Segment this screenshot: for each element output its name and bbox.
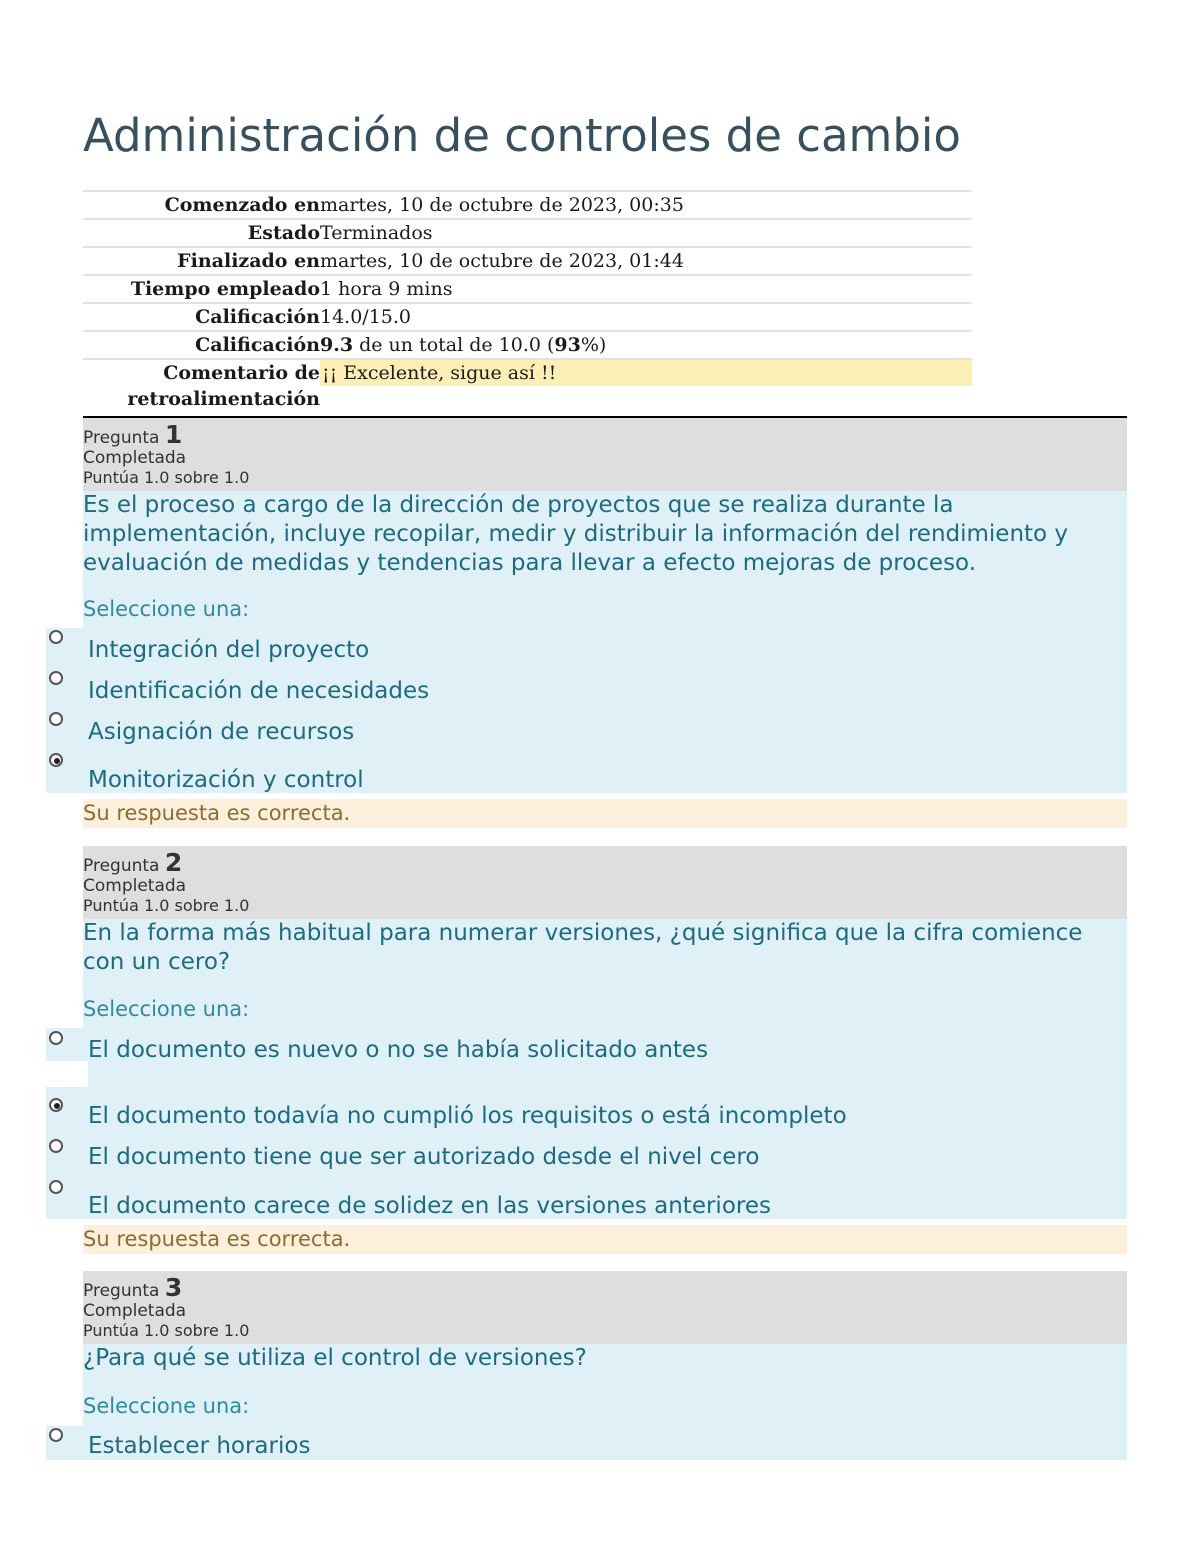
question-2-text: En la forma más habitual para numerar versiones, ¿qué significa que la cifra comience con un cero? xyxy=(83,920,1083,975)
radio-button[interactable] xyxy=(49,1180,63,1194)
answer-option[interactable]: El documento carece de solidez en las versiones anteriores xyxy=(88,1193,771,1219)
answer-option[interactable]: Integración del proyecto xyxy=(88,637,370,663)
question-state: Completada xyxy=(83,448,187,468)
question-1-info xyxy=(83,418,1127,491)
question-3-prompt: Seleccione una: xyxy=(83,1394,250,1418)
question-prefix: Pregunta xyxy=(83,1281,160,1301)
question-1-text: Es el proceso a cargo de la dirección de proyectos que se realiza durante la implementación, incluye recopilar, medir y distribuir la información del rendimiento y evaluación de medidas y tendencias para llevar a efecto mejoras de proceso. xyxy=(83,492,1069,576)
radio-button[interactable] xyxy=(49,671,63,685)
summary-label: Comentario de xyxy=(163,362,320,384)
question-prefix: Pregunta xyxy=(83,428,160,448)
feedback-comment: ¡¡ Excelente, sigue así !! xyxy=(322,362,557,384)
answer-option-selected[interactable]: El documento todavía no cumplió los requisitos o está incompleto xyxy=(88,1103,847,1129)
page-title: Administración de controles de cambio xyxy=(83,109,961,162)
question-1-feedback xyxy=(83,799,1127,828)
summary-row-marks xyxy=(83,302,972,330)
answer-gap xyxy=(46,1061,88,1087)
radio-button-selected[interactable] xyxy=(49,753,63,767)
summary-row-time xyxy=(83,274,972,302)
attempt-summary-table xyxy=(83,190,972,410)
question-grade: Puntúa 1.0 sobre 1.0 xyxy=(83,896,250,915)
summary-label: Estado xyxy=(247,222,320,244)
answer-option[interactable]: Identificación de necesidades xyxy=(88,678,430,704)
question-2-info xyxy=(83,846,1127,919)
question-1-prompt: Seleccione una: xyxy=(83,597,250,621)
question-number: 2 xyxy=(164,848,183,877)
radio-button-selected[interactable] xyxy=(49,1098,63,1112)
summary-value: martes, 10 de octubre de 2023, 01:44 xyxy=(320,250,684,272)
question-grade: Puntúa 1.0 sobre 1.0 xyxy=(83,468,250,487)
question-state: Completada xyxy=(83,1301,187,1321)
grade-value: 9.3 xyxy=(320,334,354,356)
summary-row-feedback xyxy=(83,358,972,410)
grade-percent-sign: %) xyxy=(580,334,607,356)
question-grade: Puntúa 1.0 sobre 1.0 xyxy=(83,1321,250,1340)
summary-value: 14.0/15.0 xyxy=(320,306,412,328)
radio-button[interactable] xyxy=(49,1031,63,1045)
summary-label: Finalizado en xyxy=(177,250,320,272)
radio-button[interactable] xyxy=(49,712,63,726)
summary-label: Calificación xyxy=(195,306,320,328)
question-2-feedback xyxy=(83,1225,1127,1254)
answer-option[interactable]: Establecer horarios xyxy=(88,1433,311,1459)
question-2-prompt: Seleccione una: xyxy=(83,997,250,1021)
answer-option[interactable]: Asignación de recursos xyxy=(88,719,355,745)
grade-percent: 93 xyxy=(554,334,581,356)
answer-option[interactable]: El documento es nuevo o no se había solicitado antes xyxy=(88,1037,709,1063)
question-3-text: ¿Para qué se utiliza el control de versiones? xyxy=(83,1345,587,1371)
summary-row-grade xyxy=(83,330,972,358)
answer-option-selected[interactable]: Monitorización y control xyxy=(88,767,364,793)
question-state: Completada xyxy=(83,876,187,896)
summary-row-finished xyxy=(83,246,972,274)
question-number: 1 xyxy=(164,420,183,449)
summary-label: Comenzado en xyxy=(164,194,320,216)
summary-label-continued: retroalimentación xyxy=(127,388,320,410)
question-prefix: Pregunta xyxy=(83,856,160,876)
summary-label: Calificación xyxy=(195,334,320,356)
summary-row-started xyxy=(83,190,972,218)
summary-value xyxy=(320,332,606,359)
radio-button[interactable] xyxy=(49,1139,63,1153)
radio-button[interactable] xyxy=(49,1428,63,1442)
feedback-comment-box xyxy=(320,360,972,386)
summary-row-state xyxy=(83,218,972,246)
radio-button[interactable] xyxy=(49,630,63,644)
summary-label: Tiempo empleado xyxy=(130,278,320,300)
feedback-text: Su respuesta es correcta. xyxy=(83,801,351,825)
question-number: 3 xyxy=(164,1273,183,1302)
summary-value: 1 hora 9 mins xyxy=(320,278,453,300)
summary-value: Terminados xyxy=(320,222,433,244)
grade-total: de un total de 10.0 ( xyxy=(353,334,555,356)
question-3-info xyxy=(83,1271,1127,1344)
feedback-text: Su respuesta es correcta. xyxy=(83,1227,351,1251)
summary-value: martes, 10 de octubre de 2023, 00:35 xyxy=(320,194,684,216)
answer-option[interactable]: El documento tiene que ser autorizado desde el nivel cero xyxy=(88,1144,760,1170)
